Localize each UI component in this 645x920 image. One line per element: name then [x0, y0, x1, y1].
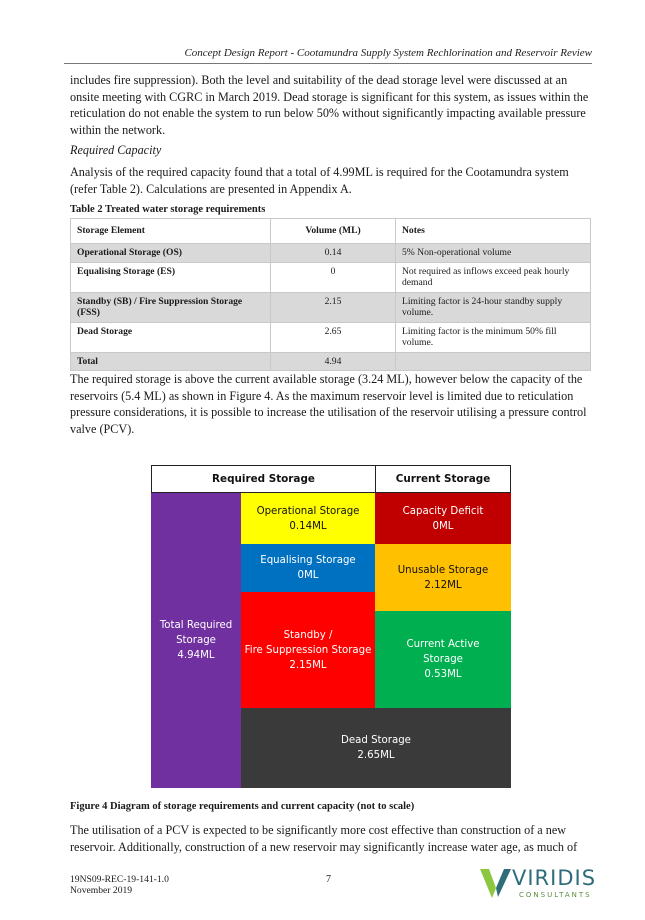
- paragraph-required-capacity: Analysis of the required capacity found that a total of 4.99ML is required for the Cootamundra system (refer Table 2). Calculations are presented in Appendix A.: [70, 165, 569, 196]
- block-label: Capacity Deficit: [402, 505, 484, 517]
- page-number: 7: [326, 874, 331, 885]
- paragraph-dead-storage: includes fire suppression). Both the level and suitability of the dead storage level were discussed at an onsite meeting with CGRC in March 2019. Dead storage is significant for this system, as issues within the reticulation do not enable the system to run below 50% without significantly impacting available pressure within the network.: [70, 73, 589, 137]
- block-value: 0ML: [297, 570, 319, 581]
- block-standby-fire-suppression: [241, 592, 375, 708]
- column-header-volume: Volume (ML): [271, 219, 396, 244]
- header-title: Concept Design Report - Cootamundra Supply System Rechlorination and Reservoir Review: [184, 47, 592, 59]
- block-value: 0.53ML: [424, 669, 462, 680]
- block-operational-storage: [241, 493, 375, 544]
- block-label: Unusable Storage: [397, 564, 489, 576]
- table-cell: 4.94: [271, 352, 396, 371]
- block-label: Operational Storage: [256, 505, 360, 517]
- diagram-header-required: [151, 465, 376, 493]
- block-label: Current Active Storage: [406, 639, 480, 665]
- table-cell: Limiting factor is 24-hour standby supply volume.: [396, 292, 591, 322]
- footer-date: November 2019: [70, 885, 133, 896]
- table-row: [71, 292, 591, 322]
- table-cell: Dead Storage: [71, 322, 271, 352]
- table-cell: Equalising Storage (ES): [71, 262, 271, 292]
- storage-diagram: [151, 465, 511, 788]
- block-capacity-deficit: [375, 493, 511, 544]
- block-value: 0ML: [432, 520, 454, 532]
- block-value: 2.65ML: [357, 750, 395, 761]
- footer-doc-number: 19NS09-REC-19-141-1.0: [70, 874, 169, 885]
- viridis-logo: [478, 866, 598, 900]
- column-header-storage-element: Storage Element: [71, 219, 271, 244]
- block-value: 2.12ML: [424, 579, 462, 591]
- table-cell: 5% Non-operational volume: [396, 244, 591, 263]
- table-cell: 2.15: [271, 292, 396, 322]
- diagram-header-current: [375, 465, 511, 493]
- block-label: Equalising Storage: [260, 555, 356, 566]
- table-cell: Operational Storage (OS): [71, 244, 271, 263]
- logo-wordmark: VIRIDIS: [512, 866, 597, 890]
- paragraph-required-storage: The required storage is above the current available storage (3.24 ML), however below the capacity of the reservoirs (5.4 ML) as shown in Figure 4. As the maximum reservoir level is limited due to reticulation pressure considerations, it is possible to increase the utilisation of the reservoir utilising a pressure control valve (PCV).: [70, 372, 587, 436]
- table-total-row: [71, 352, 591, 371]
- block-label: Fire Suppression Storage: [244, 644, 372, 656]
- table-row: [71, 244, 591, 263]
- table-header-row: [71, 219, 591, 244]
- block-current-active-storage: [375, 611, 511, 708]
- diagram-header-required-label: Required Storage: [212, 472, 315, 485]
- table-row: [71, 322, 591, 352]
- table-cell: Limiting factor is the minimum 50% fill volume.: [396, 322, 591, 352]
- table-cell: Not required as inflows exceed peak hourly demand: [396, 262, 591, 292]
- diagram-header-current-label: Current Storage: [395, 472, 491, 485]
- column-header-notes: Notes: [396, 219, 591, 244]
- block-value: 2.15ML: [289, 659, 327, 671]
- block-value: 4.94ML: [177, 650, 215, 661]
- footer-document-info: [70, 874, 169, 896]
- table-row: [71, 262, 591, 292]
- logo-v-icon: [478, 866, 512, 900]
- table-caption: Table 2 Treated water storage requirements: [70, 204, 266, 215]
- storage-requirements-table: [70, 218, 591, 371]
- block-label: Standby /: [283, 629, 333, 641]
- table-cell: Standby (SB) / Fire Suppression Storage (FSS): [71, 292, 271, 322]
- block-label: Total Required Storage: [159, 620, 233, 646]
- table-cell: 0: [271, 262, 396, 292]
- table-cell: 0.14: [271, 244, 396, 263]
- block-equalising-storage: [241, 544, 375, 592]
- table-cell: 2.65: [271, 322, 396, 352]
- header-divider: [64, 63, 592, 64]
- table-cell: [396, 352, 591, 371]
- block-value: 0.14ML: [289, 520, 327, 532]
- block-label: Dead Storage: [341, 735, 411, 746]
- block-dead-storage: [241, 708, 511, 788]
- logo-subtitle: CONSULTANTS: [519, 891, 592, 899]
- block-total-required: [151, 493, 241, 788]
- figure-caption: Figure 4 Diagram of storage requirements and current capacity (not to scale): [70, 801, 415, 812]
- subheading-required-capacity: Required Capacity: [70, 143, 162, 157]
- paragraph-pcv: The utilisation of a PCV is expected to be significantly more cost effective than construction of a new reservoir. Additionally, construction of a new reservoir may significantly increase water age, as much of: [70, 823, 578, 854]
- block-unusable-storage: [375, 544, 511, 611]
- table-cell: Total: [71, 352, 271, 371]
